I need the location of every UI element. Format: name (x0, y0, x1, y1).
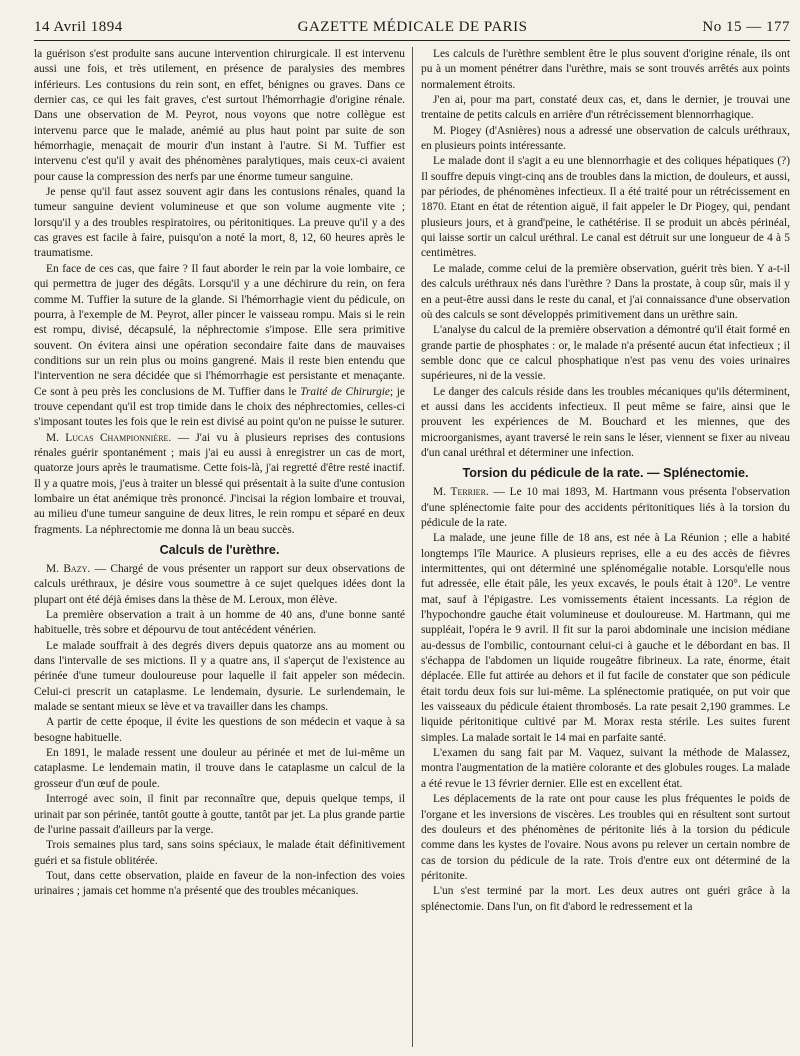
paragraph: Le danger des calculs réside dans les troubles mécaniques qu'ils déterminent, et aussi dans les accidents infectieux. Il peut même se faire, ainsi que le prouvent les expériences de M. Bouchard et les miennes, que des microorganismes, ayant traversé le rein sans le léser, viennent se fixer au niveau d'un canal uréthral et déterminer une infection. (421, 385, 790, 459)
paragraph: Le malade, comme celui de la première observation, guérit très bien. Y a-t-il des calculs uréthraux nés dans l'urèthre ? Dans la prostate, à coup sûr, mais il y en a peut-être aussi dans le reste du canal, et j'ai connaissance d'une observation où des calculs se sont développés primitivement dans un urèthre sain. (421, 262, 790, 321)
paragraph: M. Piogey (d'Asnières) nous a adressé une observation de calculs uréthraux, en plusieurs points intéressante. (421, 124, 790, 153)
italic-title: Traité de Chirurgie (300, 385, 390, 398)
header-rule (34, 40, 790, 41)
paragraph: En 1891, le malade ressent une douleur au périnée et met de lui-même un cataplasme. Le lendemain matin, il trouve dans le cataplasme un calcul de la grosseur d'un œuf de poule. (34, 747, 405, 790)
section-heading: Calculs de l'urèthre. (159, 543, 280, 557)
paragraph: La première observation a trait à un homme de 40 ans, d'une bonne santé habituelle, très sobre et dépourvu de tout antécédent vénérien. (34, 609, 405, 637)
paragraph: Tout, dans cette observation, plaide en faveur de la non-infection des voies urinaires ; jamais cet homme n'a présenté que des troubles mécaniques. (34, 869, 405, 898)
paragraph: Interrogé avec soin, il finit par reconnaître que, depuis quelque temps, il urinait par son périnée, tantôt goutte à goutte, tantôt par jet. La plus grande partie de l'urine passait d'ailleurs par la verge. (34, 793, 405, 836)
paragraph: L'analyse du calcul de la première observation a démontré qu'il était formé en grande partie de phosphates : or, le malade n'a présenté aucun état infectieux ; il semble donc que ce calcul phosphatique n'est pas venu des voies urinaires supérieures, ni de la vessie. (421, 324, 790, 383)
paragraph: la guérison s'est produite sans aucune intervention chirurgicale. Il est intervenu aussi une fois, et très utilement, en présence de paralysies des membres inférieurs. Les contusions du rein sont, en effet, bénignes ou graves. Dans ce dernier cas, ce qui les fait graves, c'est surtout l'hémorrhagie d'origine rénale. Dans une observation de M. Peyrot, nous voyons que notre collègue est intervenu parce que le malade, anémié au plus haut point par suite de son hémorrhagie, menaçait de mourir d'un instant à l'autre. Si M. Tuffier est intervenu c'est qu'il y avait des phénomènes paralytiques, mais ceux-ci avaient pour cause la compression des nerfs par une énorme tumeur sanguine. (34, 48, 405, 183)
section-heading: Torsion du pédicule de la rate. — Splénectomie. (462, 466, 749, 481)
paragraph: M. Terrier. — Le 10 mai 1893, M. Hartmann vous présenta l'observation d'une splénectomie faite pour des accidents péritonitiques liés à la torsion du pédicule de la rate. (421, 486, 790, 529)
header-date: 14 Avril 1894 (34, 19, 123, 35)
right-column (413, 47, 790, 1047)
paragraph: Trois semaines plus tard, sans soins spéciaux, le malade était définitivement guéri et sa fistule oblitérée. (34, 839, 405, 867)
header-issue-page: No 15 — 177 (702, 19, 790, 35)
paragraph: Je pense qu'il faut assez souvent agir dans les contusions rénales, quand la tumeur sanguine devient volumineuse et que son volume augmente vite ; lorsqu'il y a des troubles respiratoires, ou péritonitiques. La preuve qu'il y a des cas graves est facile à faire, puisqu'on a noté la mort, 8, 12, 60 heures après le traumatisme. (34, 186, 405, 260)
paragraph: Le malade dont il s'agit a eu une blennorrhagie et des coliques hépatiques (?) Il souffre depuis vingt-cinq ans de troubles dans la miction, de douleurs, et aussi, par périodes, de phénomènes infectieux. Il a été traité pour un rétrécissement en 1870. Etant en état de rétention aiguë, il fait appeler le Dr Piogey, qui, pendant plusieurs jours, et à grand'peine, le cathétérise. Il se produit un abcès périnéal, qui laisse sortir un calcul uréthral. Le canal est détruit sur une longueur de 4 à 5 centimètres. (421, 155, 790, 260)
paragraph: J'en ai, pour ma part, constaté deux cas, et, dans le dernier, je trouvai une trentaine de petits calculs en arrière d'un rétrécissement blennorrhagique. (421, 94, 790, 122)
left-column (34, 47, 413, 1047)
paragraph: M. Lucas Championnière. — J'ai vu à plusieurs reprises des contusions rénales guérir spontanément ; mais j'ai eu aussi à enregistrer un cas de mort, quatorze jours après le traumatisme. Cette fois-là, j'ai regretté d'être resté inactif. Il y a quatre mois, j'eus à traiter un blessé qui présentait à la suite d'une contusion lombaire un état anémique très prononcé. J'incisai la région lombaire et trouvai, au milieu d'une tumeur sanguine de deux litres, le rein rompu et séparé en deux fragments. La néphrectomie me donna là un beau succès. (34, 431, 405, 536)
paragraph: Le malade souffrait à des degrés divers depuis quatorze ans au moment ou dans l'intervalle de ses mictions. Il y a quatre ans, il s'aperçut de l'existence au périnée d'une tumeur douloureuse pour laquelle il fait appeler son médecin. Celui-ci prescrit un cataplasme. Le lendemain, dysurie. Le surlendemain, le malade se sentant mieux se lève et va travailler dans les champs. (34, 639, 405, 714)
header-journal-title: GAZETTE MÉDICALE DE PARIS (297, 19, 528, 35)
paragraph: M. Bazy. — Chargé de vous présenter un rapport sur deux observations de calculs uréthraux, je désire vous soumettre à ce sujet quelques idées dont la plupart ont été déjà émises dans la thèse de M. Leroux, mon élève. (34, 563, 405, 606)
paragraph: La malade, une jeune fille de 18 ans, est née à La Réunion ; elle a habité longtemps l'île Maurice. A plusieurs reprises, elle a eu des accès de fièvres intermittentes, qui ont déterminé une splénomégalie notable. Lorsqu'elle nous fut adressée, elle était pâle, les yeux excavés, le pouls était à 120°. Le ventre mat, sauf à l'épigastre. Les vomissements étaient incessants. La région de l'hypochondre gauche était volumineuse et douloureuse. M. Hartmann, qui me suppléait, l'opéra le 9 avril. Il fit sur la paroi abdominale une incision médiane au-dessus de l'ombilic, contournant celui-ci à gauche et le débordant en bas. Il s'échappa de l'abdomen un liquide rougeâtre fibrineux. La rate, énorme, était déplacée. Elle fut attirée au dehors et il fut facile de constater que son pédicule était tordu deux fois sur lui-même. La splénectomie pratiquée, on put voir que les vaisseaux du pédicule étaient thrombosés. La rate pesait 2,190 grammes. Le liquide péritonitique cultivé par M. Morax resta stérile. Les suites furent simples. La malade sortait le 14 mai en parfaite santé. (421, 532, 790, 744)
running-header (34, 0, 790, 40)
speaker-name: M. Bazy. (46, 563, 91, 575)
paragraph: A partir de cette époque, il évite les questions de son médecin et vaque à sa besogne habituelle. (34, 716, 405, 744)
paragraph: Les calculs de l'urèthre semblent être le plus souvent d'origine rénale, ils ont pu à un moment pénétrer dans l'urèthre, mais se sont trouvés arrêtés aux points normalement étroits. (421, 48, 790, 91)
body-columns (34, 47, 790, 1047)
speaker-name: M. Lucas Championnière. (46, 431, 172, 444)
paragraph: En face de ces cas, que faire ? Il faut aborder le rein par la voie lombaire, ce qui permettra de juger des dégâts. Lorsqu'il y a une déchirure du rein, on fera comme M. Tuffier la suture de la glande. Si l'hémorrhagie vient du pédicule, on pourra, à l'exemple de M. Peyrot, aller pincer le vaisseau rompu. Mais si le rein est rompu, divisé, décapsulé, la néphrectomie s'impose. Elle sera primitive souvent. On évitera ainsi une opération secondaire faite dans de mauvaises conditions sur un rein plus ou moins gangrené. Mais il reste bien entendu que l'intervention ne sera décidée que si l'hémorrhagie est persistante et menaçante. Ce sont à peu près les conclusions de M. Tuffier dans le Traité de Chirurgie; je trouve cependant qu'il est trop timide dans le choix des néphrectomies, celles-ci s'imposant toutes les fois que le rein est divisé au point qu'on ne puisse le suturer. (34, 262, 405, 429)
paragraph: L'un s'est terminé par la mort. Les deux autres ont guéri grâce à la splénectomie. Dans l'un, on fit d'abord le redressement et la (421, 885, 790, 913)
speaker-name: M. Terrier. (433, 486, 489, 499)
paragraph: Les déplacements de la rate ont pour cause les plus fréquentes le poids de l'organe et les inversions de viscères. Les troubles qui en résultent sont surtout des douleurs et des phénomènes de péritonite liés à la torsion du pédicule comme dans les kystes de l'ovaire. Nous avons pu relever un certain nombre de cas de torsion du pédicule de la rate. Trois d'entre eux ont déterminé de la péritonite. (421, 793, 790, 882)
paragraph: L'examen du sang fait par M. Vaquez, suivant la méthode de Malassez, montra l'augmentation de la matière colorante et des globules rouges. La malade a été revue le 13 février dernier. Elle est en excellent état. (421, 747, 790, 790)
